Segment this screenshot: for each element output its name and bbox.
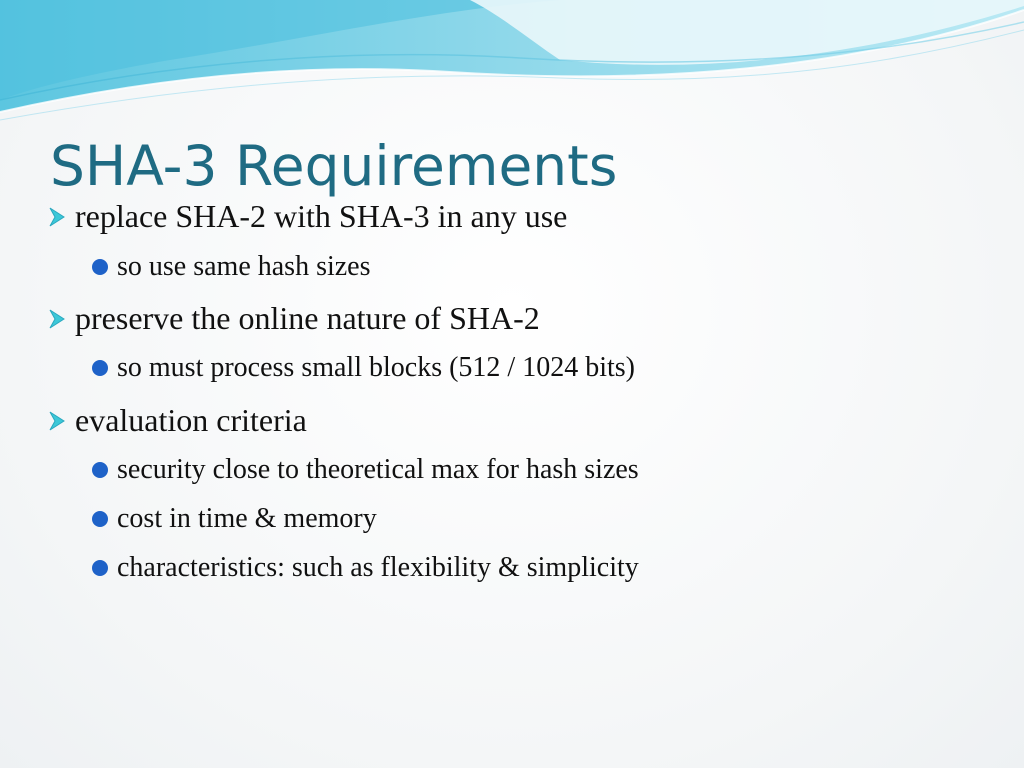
sub-bullet-text: cost in time & memory bbox=[117, 503, 377, 534]
bullet-item bbox=[48, 402, 307, 439]
sub-bullet-text: security close to theoretical max for hash sizes bbox=[117, 454, 639, 485]
header-wave-decoration bbox=[0, 0, 1024, 130]
sub-bullet-item bbox=[92, 454, 639, 486]
sub-bullet-item bbox=[92, 251, 371, 283]
bullet-text: replace SHA-2 with SHA-3 in any use bbox=[75, 198, 568, 234]
arrow-bullet-icon bbox=[48, 410, 66, 432]
bullet-item bbox=[48, 300, 540, 337]
sub-bullet-item bbox=[92, 503, 377, 535]
sub-bullet-text: so must process small blocks (512 / 1024 bits) bbox=[117, 352, 635, 383]
bullet-text: evaluation criteria bbox=[75, 402, 307, 438]
arrow-bullet-icon bbox=[48, 308, 66, 330]
dot-bullet-icon bbox=[92, 560, 108, 576]
dot-bullet-icon bbox=[92, 462, 108, 478]
sub-bullet-item bbox=[92, 552, 639, 584]
bullet-item bbox=[48, 198, 567, 235]
sub-bullet-text: so use same hash sizes bbox=[117, 251, 371, 282]
bullet-text: preserve the online nature of SHA-2 bbox=[75, 300, 540, 336]
arrow-bullet-icon bbox=[48, 206, 66, 228]
dot-bullet-icon bbox=[92, 259, 108, 275]
sub-bullet-item bbox=[92, 352, 635, 384]
sub-bullet-text: characteristics: such as flexibility & simplicity bbox=[117, 552, 639, 583]
dot-bullet-icon bbox=[92, 511, 108, 527]
dot-bullet-icon bbox=[92, 360, 108, 376]
slide-title: SHA-3 Requirements bbox=[50, 134, 618, 198]
